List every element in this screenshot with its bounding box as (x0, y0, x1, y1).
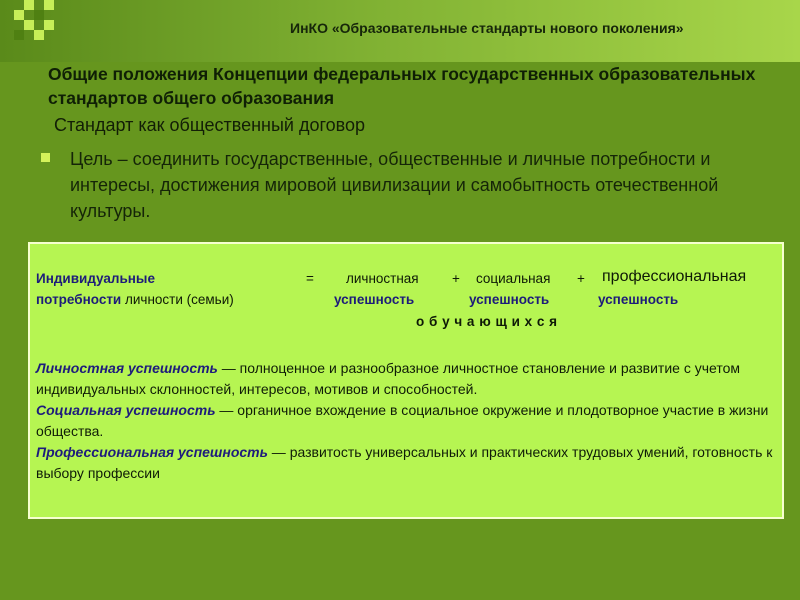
goal-bullet: Цель – соединить государственные, общественные и личные потребности и интересы, достижения мировой цивилизации и самобытность отечественной культуры. (70, 149, 719, 221)
def-text-social: — органичное вхождение в социальное окружение и плодотворное участие в жизни общества. (36, 402, 769, 439)
success-label-2: успешность (469, 292, 550, 307)
needs-owner: личности (семьи) (125, 292, 234, 307)
bullet-square-icon (41, 153, 50, 162)
definitions-block (36, 358, 776, 484)
needs-word: потребности (36, 292, 122, 307)
plus-sign-1: + (452, 271, 460, 286)
def-text-personal: — полноценное и разнообразное личностное становление и развитие с учетом индивидуальных склонностей, интересов, мотивов и способностей. (36, 360, 741, 397)
definition-box (28, 242, 784, 519)
plus-sign-2: + (577, 271, 585, 286)
def-term-professional: Профессиональная успешность (36, 444, 268, 460)
slide-title: Общие положения Концепции федеральных государственных образовательных стандартов общего образования (48, 64, 756, 108)
success-label-1: успешность (334, 292, 415, 307)
personal-label: личностная (346, 271, 419, 286)
header-title: ИнКО «Образовательные стандарты нового поколения» (290, 20, 684, 36)
social-label: социальная (476, 271, 551, 286)
def-text-professional: — развитость универсальных и практических трудовых умений, готовность к выбору профессии (36, 444, 773, 481)
individual-label: Индивидуальные (36, 271, 155, 286)
def-term-social: Социальная успешность (36, 402, 216, 418)
needs-label-line (36, 292, 234, 307)
equals-sign: = (306, 271, 314, 286)
def-term-personal: Личностная успешность (36, 360, 218, 376)
students-word: о б у ч а ю щ и х с я (416, 314, 558, 329)
success-label-3: успешность (598, 292, 679, 307)
professional-label: профессиональная (602, 268, 747, 285)
slide-subtitle: Стандарт как общественный договор (54, 115, 366, 135)
